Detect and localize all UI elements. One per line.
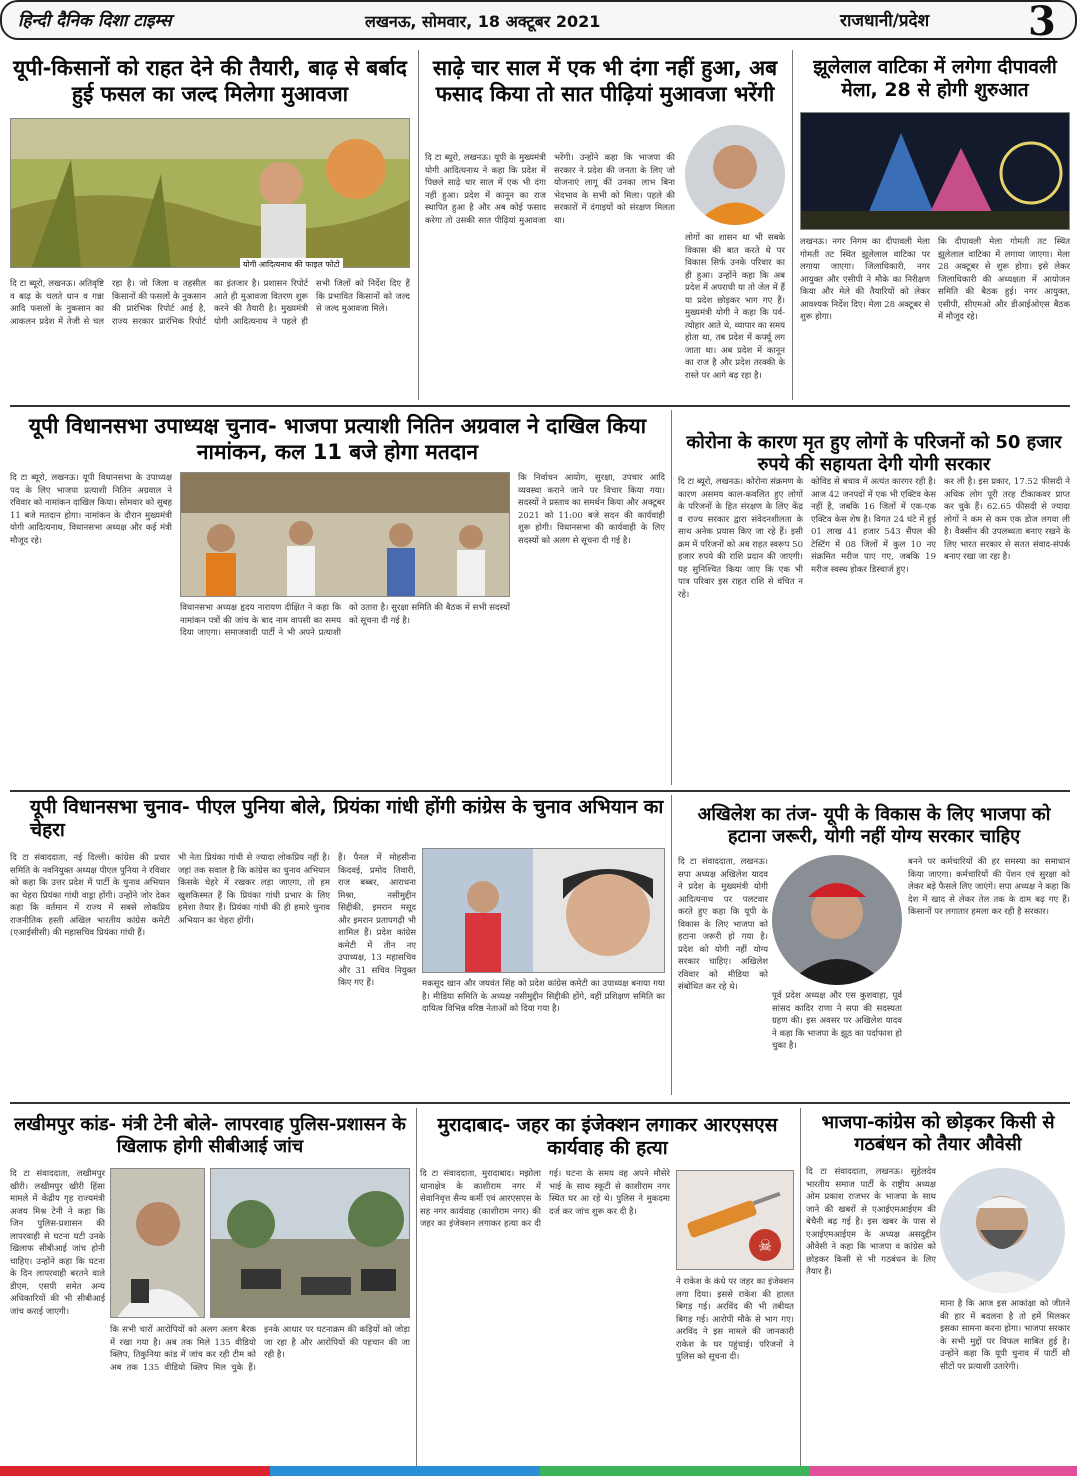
article-1-body: दि टा ब्यूरो, लखनऊ। अतिवृष्टि व बाढ़ के चलते धान व गन्ना आदि फसलों के नुकसान का आकलन प्रदेश में तेजी से चल रहा है। जो जिला व तहसील किसानों की फसलों के नुकसान की प्रारंभिक रिपोर्ट आई है, राज्य सरकार प्रारंभिक रिपोर्ट का इंतजार है। प्रशासन रिपोर्ट आते ही मुआवजा वितरण शुरू करने की तैयारी है। मुख्यमंत्री योगी आदित्यनाथ ने पहले ही सभी जिलों को निर्देश दिए हैं कि प्रभावित किसानों को जल्द से जल्द मुआवजा मिले। bbox=[10, 279, 410, 327]
column-rule bbox=[671, 795, 672, 1095]
article-4-body-3: कि निर्वाचन आयोग, सुरक्षा, उपचार आदि व्यवस्था कराने जाने पर विचार किया गया। सदस्यों ने प्रस्ताव का समर्थन किया और अक्टूबर 2021 को 11:00 बजे सदन की कार्यवाही शुरू होगी। विधानसभा की कार्यवाही के लिए सदस्यों को अलग से सूचना दी गई है। bbox=[518, 473, 665, 546]
akhilesh-portrait-image bbox=[772, 855, 902, 985]
article-7-photo bbox=[772, 855, 902, 985]
article-4-body-1: दि टा ब्यूरो, लखनऊ। यूपी विधानसभा के उपाध्यक्ष पद के लिए भाजपा प्रत्याशी नितिन अग्रवाल ने रविवार को नामांकन दाखिल किया। सोमवार को सुबह 11 बजे मतदान होगा। नामांकन के दौरान मुख्यमंत्री योगी आदित्यनाथ, विधानसभा अध्यक्ष और कई मंत्री मौजूद रहे। bbox=[10, 473, 172, 546]
article-8-body-2: कि सभी चारों आरोपियों को अलग अलग बैरक में रखा गया है। अब तक मिले 135 वीडियो क्लिप, तिकुनिया कांड में जांच कर रही टीम को अब तक 135 वीडियो क्लिप मिल चुके हैं। इनके आधार पर घटनाक्रम की कड़ियों को जोड़ा जा रहा है और आरोपियों की पहचान की जा रही है। bbox=[110, 1325, 410, 1373]
article-1-photo bbox=[10, 118, 410, 268]
poison-injection-image bbox=[677, 1171, 794, 1270]
article-8-photo-crowd bbox=[210, 1168, 410, 1318]
article-10-headline: भाजपा-कांग्रेस को छोड़कर किसी से गठबंधन को तैयार औवेसी bbox=[821, 1112, 1055, 1155]
article-4-photo bbox=[180, 472, 510, 597]
article-1-headline: यूपी-किसानों को राहत देने की तैयारी, बाढ़ से बर्बाद हुई फसल का जल्द मिलेगा मुआवजा bbox=[13, 56, 407, 106]
article-5-body-3: कर ली है। इस प्रकार, 17.52 फीसदी ने अधिक लोग पूरी तरह टीकाकवर प्राप्त कर चुके हैं। 62.65 फीसदी से ज्यादा लोगों ने कम से कम एक डोज लगवा ली है। वैक्सीन की उपलब्धता बनाए रखने के लिए भारत सरकार से सतत संवाद-संपर्क बनाए रखा जा रहा है। bbox=[944, 477, 1070, 562]
article-5-body-1: दि टा ब्यूरो, लखनऊ। कोरोना संक्रमण के कारण असमय काल-कवलित हुए लोगों के परिजनों के हित संरक्षण के लिए केंद्र व राज्य सरकार द्वारा संवेदनशीलता के साथ अनेक प्रयास किए जा रहे हैं। इसी क्रम में परिजनों को अब राहत स्वरूप 50 हजार रुपये की राशि प्रदान की जाएगी। यह सुनिश्चित किया जाए कि एक भी पात्र परिवार इस राहत राशि से वंचित न रहे। bbox=[678, 477, 803, 600]
article-3-body-1: लखनऊ। नगर निगम का दीपावली मेला गोमती तट स्थित झूलेलाल वाटिका पर लगाया जाएगा। जिलाधिकारी, नगर आयुक्त और एसीपी ने मौके का निरीक्षण किया और मेले की तैयारियों को लेकर आवश्यक निर्देश दिए। मेला 28 अक्टूबर से शुरू होगा। bbox=[800, 237, 930, 322]
priyanka-gandhi-image bbox=[423, 849, 665, 973]
column-rule bbox=[418, 50, 419, 400]
article-8-photo-minister bbox=[110, 1168, 205, 1318]
section-rule bbox=[10, 790, 1070, 792]
lakhimpur-crowd-image bbox=[211, 1169, 410, 1318]
diwali-fair-image bbox=[801, 113, 1070, 230]
article-8-headline: लखीमपुर कांड- मंत्री टेनी बोले- लापरवाह पुलिस-प्रशासन के खिलाफ होगी सीबीआई जांच bbox=[14, 1114, 406, 1157]
section-rule bbox=[10, 1102, 1070, 1104]
column-rule bbox=[792, 50, 793, 400]
article-4-body-2: विधानसभा अध्यक्ष हृदय नारायण दीक्षित ने कहा कि नामांकन पत्रों की जांच के बाद नाम वापसी का समय दिया जाएगा। समाजवादी पार्टी ने भी अपने प्रत्याशी को उतारा है। सुरक्षा समिति की बैठक में सभी सदस्यों को सूचना दी गई है। bbox=[180, 603, 510, 638]
article-5-body-2: कोविड से बचाव में अत्यंत कारगर रही है। आज 42 जनपदों में एक भी एक्टिव केस नहीं है, जबकि 16 जिलों में एक-एक एक्टिव केस शेष है। विगत 24 घंटे में हुई 01 लाख 41 हजार 543 सैंपल की टेस्टिंग में 08 जिलों में कुल 10 नए संक्रमित मरीज पाए गए, जबकि 19 मरीज स्वस्थ होकर डिस्चार्ज हुए। bbox=[811, 477, 936, 575]
article-6-headline: यूपी विधानसभा चुनाव- पीएल पुनिया बोले, प्रियंका गांधी होंगी कांग्रेस के चुनाव अभियान का चेहरा bbox=[30, 796, 664, 842]
article-6-body-2: भी नेता प्रियंका गांधी से ज्यादा लोकप्रिय नहीं है। जहां तक सवाल है कि कांग्रेस का चुनाव अभियान किसके चेहरे में रखकर लड़ा जाएगा, तो हम खुशकिस्मत हैं कि प्रियंका गांधी प्रभार के लिए हमेशा तैयार हैं। प्रियंका गांधी की ही हमारे चुनाव अभियान का चेहरा होंगी। bbox=[178, 853, 330, 926]
article-9-headline: मुरादाबाद- जहर का इंजेक्शन लगाकर आरएसएस कार्यवाह की हत्या bbox=[437, 1114, 778, 1160]
article-9-body-2: ने राकेश के कंधे पर जहर का इंजेक्शन लगा दिया। इससे राकेश की हालत बिगड़ गई। अरविंद की भी तबीयत बिगड़ गई। आरोपी मौके से भाग गए। अरविंद ने इस मामले की जानकारी राकेश के घर पहुंचाई। परिजनों ने पुलिस को सूचना दी। bbox=[676, 1277, 794, 1362]
footer-red-band bbox=[0, 1466, 270, 1476]
page-number: 3 bbox=[1028, 0, 1056, 45]
article-3-photo bbox=[800, 112, 1070, 230]
article-6-body-4: मकसूद खान और जयवंत सिंह को प्रदेश कांग्रेस कमेटी का उपाध्यक्ष बनाया गया है। मीडिया समिति के अध्यक्ष नसीमुद्दीन सिद्दीकी होंगे, वहीं प्रशिक्षण समिति का दायित्व विभिन्न वरिष्ठ नेताओं को दिया गया है। bbox=[422, 979, 665, 1014]
article-10-body-1: दि टा संवाददाता, लखनऊ। सुहेलदेव भारतीय समाज पार्टी के राष्ट्रीय अध्यक्ष ओम प्रकाश राजभर के भाजपा के साथ जाने की खबरों से एआईएमआईएम की बेचैनी बढ़ गई है। इस खबर के पास से एआईएमआईएम के अध्यक्ष असदुद्दीन औवेसी ने कहा कि भाजपा व कांग्रेस को छोड़कर किसी से भी गठबंधन के लिए तैयार हैं। bbox=[806, 1167, 936, 1277]
svg-text:☠: ☠ bbox=[758, 1236, 773, 1255]
section-rule bbox=[10, 405, 1070, 407]
article-8-body-1: दि टा संवाददाता, लखीमपुर खीरी। लखीमपुर खीरी हिंसा मामले में केंद्रीय गृह राज्यमंत्री अजय मिश्र टेनी ने कहा कि जिन पुलिस-प्रशासन की लापरवाही से घटना घटी उनके खिलाफ सीबीआई जांच होनी चाहिए। उन्होंने कहा कि घटना के दिन लापरवाही बरतने वाले डीएम, एसपी समेत अन्य अधिकारियों की भी सीबीआई जांच कराई जाएगी। bbox=[10, 1169, 105, 1317]
section-name: राजधानी/प्रदेश bbox=[840, 11, 930, 31]
footer-color-bar bbox=[0, 1466, 1077, 1476]
article-10-body-2: माना है कि आज इस आकांक्षा को जीतने की हार में बदलना है तो हमें मिलकर इसका सामना करना होगा। भाजपा सरकार के सभी मुद्दों पर विफल साबित हुई है। उन्होंने कहा कि यूपी चुनाव में पार्टी सौ सीटों पर प्रत्याशी उतारेगी। bbox=[940, 1299, 1070, 1372]
article-3-body-2: कि दीपावली मेला गोमती तट स्थित झूलेलाल वाटिका में लगाया जाएगा। मेला 28 अक्टूबर से शुरू होगा। इसे लेकर जिलाधिकारी की अध्यक्षता में आयोजन समिति की बैठक हुई। नगर आयुक्त, एसीपी, सीएमओ और डीआईओएस बैठक में मौजूद रहे। bbox=[938, 237, 1070, 322]
article-7-headline: अखिलेश का तंज- यूपी के विकास के लिए भाजपा को हटाना जरूरी, योगी नहीं योग्य सरकार चाहिए bbox=[697, 804, 1051, 847]
column-rule bbox=[416, 1108, 417, 1466]
article-10-photo bbox=[940, 1168, 1065, 1293]
article-2-body-2: लोगों का शासन था भी सबके विकास की बात करते थे पर विकास सिर्फ उनके परिवार का ही हुआ। उन्होंने कहा कि अब प्रदेश में अपराधी या तो जेल में हैं या प्रदेश छोड़कर भाग गए हैं। मुख्यमंत्री योगी ने कहा कि पर्व-त्योहार आते थे, व्यापार का समय होता था, तब प्रदेश में कर्फ्यू लग जाता था। अब प्रदेश में कानून का राज है और प्रदेश तरक्की के रास्ते पर आगे बढ़ रहा है। bbox=[685, 233, 785, 381]
footer-green-band bbox=[540, 1466, 810, 1476]
article-6-body-3: हैं। पैनल में मोहसीना किदवई, प्रमोद तिवारी, राज बब्बर, आराधना मिश्रा, नसीमुद्दीन सिद्दीकी, इमरान मसूद और इमरान प्रतापगढ़ी भी शामिल हैं। प्रदेश कांग्रेस कमेटी में तीन नए उपाध्यक्ष, 13 महासचिव और 31 सचिव नियुक्त किए गए हैं। bbox=[338, 853, 416, 988]
article-6-body-1: दि टा संवाददाता, नई दिल्ली। कांग्रेस की प्रचार समिति के नवनियुक्त अध्यक्ष पीएल पुनिया ने रविवार को कहा कि उत्तर प्रदेश में पार्टी के चुनाव अभियान का चेहरा प्रियंका गांधी वाड्रा होंगी। उन्होंने जोर देकर कहा कि वर्तमान में राज्य में सबसे लोकप्रिय राजनीतिक हस्ती अखिल भारतीय कांग्रेस कमेटी (एआईसीसी) की महासचिव प्रियंका गांधी हैं। bbox=[10, 853, 170, 938]
owaisi-portrait-image bbox=[940, 1168, 1065, 1293]
article-7-body-3: बनने पर कर्मचारियों की हर समस्या का समाधान किया जाएगा। कर्मचारियों की पेंशन एवं सुरक्षा को लेकर बड़े फैसले लिए जाएंगे। सपा अध्यक्ष ने कहा कि देश में खाद से लेकर तेल तक के दाम बढ़ गए हैं। किसानों पर लगातार हमला कर रही है सरकार। bbox=[908, 857, 1070, 917]
article-7-body-2: पूर्व प्रदेश अध्यक्ष और एस कुशवाहा, पूर्व सांसद कादिर राणा ने सपा की सदस्यता ग्रहण की। इस अवसर पर अखिलेश यादव ने कहा कि भाजपा के झूठ का पर्दाफाश हो चुका है। bbox=[772, 991, 902, 1051]
column-rule bbox=[671, 410, 672, 785]
column-rule bbox=[800, 1108, 801, 1466]
article-5-headline: कोरोना के कारण मृत हुए लोगों के परिजनों को 50 हजार रुपये की सहायता देगी योगी सरकार bbox=[686, 432, 1062, 475]
article-9-photo bbox=[676, 1170, 794, 1270]
article-2-headline: साढ़े चार साल में एक भी दंगा नहीं हुआ, अब फसाद किया तो सात पीढ़ियां मुआवजा भरेंगी bbox=[432, 56, 778, 106]
footer-pink-band bbox=[810, 1466, 1077, 1476]
yogi-portrait-image bbox=[685, 125, 785, 225]
article-2-body-1: दि टा ब्यूरो, लखनऊ। यूपी के मुख्यमंत्री योगी आदित्यनाथ ने कहा कि प्रदेश में पिछले साढ़े चार साल में एक भी दंगा नहीं हुआ। प्रदेश में कानून का राज स्थापित हुआ है और अब कोई फसाद करेगा तो उसकी सात पीढ़ियां मुआवजा भरेंगी। उन्होंने कहा कि भाजपा की सरकार ने प्रदेश की जनता के लिए जो योजनाएं लागू कीं उनका लाभ बिना भेदभाव के सभी को मिला। पहले की सरकारों में दंगाइयों को संरक्षण मिलता था। bbox=[425, 153, 675, 226]
ajay-mishra-teni-image bbox=[111, 1169, 205, 1318]
article-2-photo bbox=[685, 125, 785, 225]
issue-date: लखनऊ, सोमवार, 18 अक्टूबर 2021 bbox=[365, 12, 601, 31]
article-4-headline: यूपी विधानसभा उपाध्यक्ष चुनाव- भाजपा प्रत्याशी नितिन अग्रवाल ने दाखिल किया नामांकन, कल 11 बजे होगा मतदान bbox=[28, 414, 647, 464]
paper-name: हिन्दी दैनिक दिशा टाइम्स bbox=[18, 11, 172, 31]
article-7-body-1: दि टा संवाददाता, लखनऊ। सपा अध्यक्ष अखिलेश यादव ने प्रदेश के मुख्यमंत्री योगी आदित्यनाथ पर पलटवार करते हुए कहा कि यूपी के विकास के लिए भाजपा को हटाना जरूरी हो गया है। प्रदेश को योगी नहीं योग्य सरकार चाहिए। अखिलेश रविवार को मीडिया को संबोधित कर रहे थे। bbox=[678, 857, 768, 992]
article-1-photo-caption: योगी आदित्यनाथ की फाइल फोटो bbox=[240, 258, 343, 271]
assembly-nomination-image bbox=[181, 473, 510, 597]
footer-blue-band bbox=[270, 1466, 540, 1476]
article-9-body-1: दि टा संवाददाता, मुरादाबाद। मझोला थानाक्षेत्र के काशीराम नगर में सेवानिवृत्त सैन्य कर्मी एवं आरएसएस के सह नगर कार्यवाह (काशीराम नगर) की जहर का इंजेक्शन लगाकर हत्या कर दी गई। घटना के समय वह अपने मौसेरे भाई के साथ स्कूटी से काशीराम नगर स्थित घर आ रहे थे। पुलिस ने मुकदमा दर्ज कर जांच शुरू कर दी है। bbox=[420, 1169, 670, 1229]
article-6-photo bbox=[422, 848, 665, 973]
article-3-headline: झूलेलाल वाटिका में लगेगा दीपावली मेला, 28 से होगी शुरुआत bbox=[813, 56, 1057, 102]
farmer-field-image bbox=[11, 119, 410, 268]
